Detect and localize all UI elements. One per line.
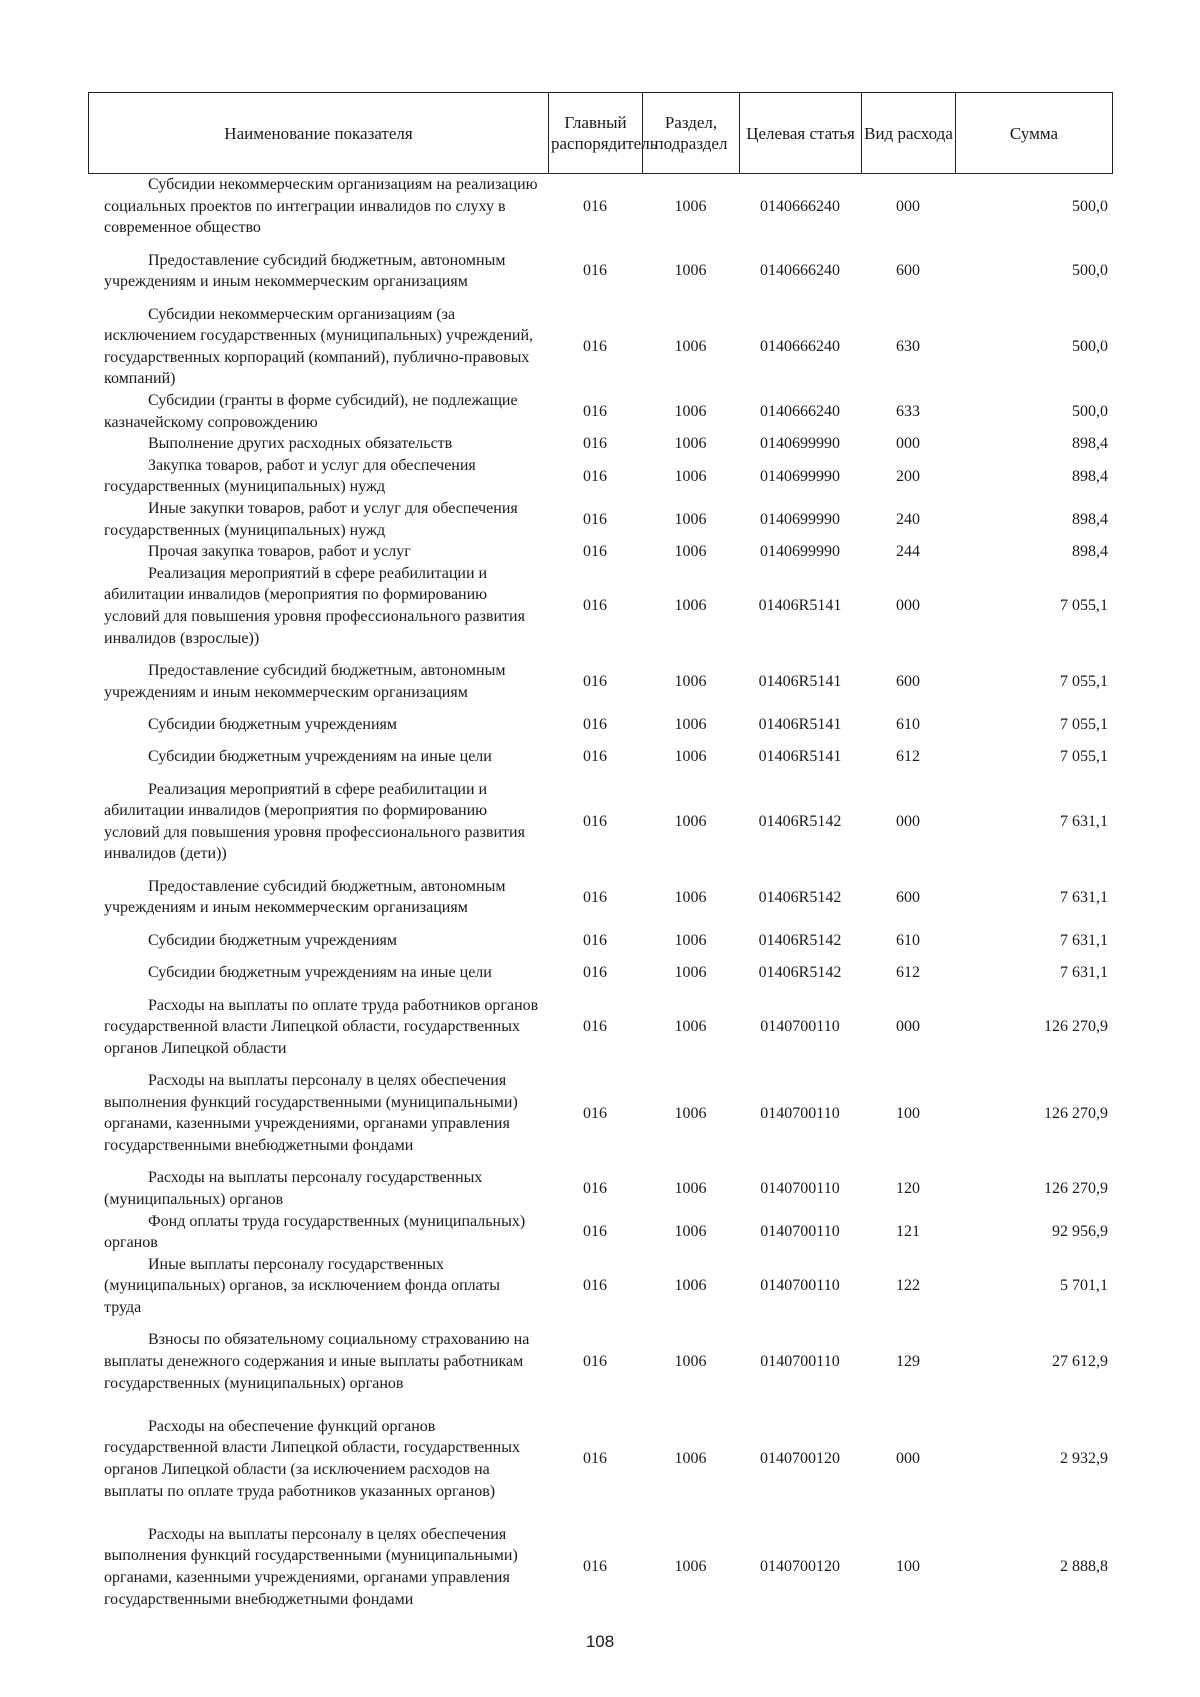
table-row xyxy=(88,174,1112,239)
table-row xyxy=(88,390,1112,433)
row-section: 1006 xyxy=(674,337,707,355)
table-row xyxy=(88,1211,1112,1254)
row-sum: 2 932,9 xyxy=(1060,1450,1108,1468)
row-target-article: 01406R5141 xyxy=(758,672,842,690)
row-target-article: 0140666240 xyxy=(760,262,840,280)
row-name: Субсидии (гранты в форме субсидий), не подлежащие казначейскому сопровождению xyxy=(104,391,518,431)
row-main-manager: 016 xyxy=(583,715,607,733)
row-target-article: 0140666240 xyxy=(760,197,840,215)
row-name: Расходы на выплаты по оплате труда работников органов государственной власти Липецкой области, государственных органов Липецкой области xyxy=(104,996,539,1057)
row-name: Прочая закупка товаров, работ и услуг xyxy=(148,543,411,561)
row-section: 1006 xyxy=(674,748,707,766)
row-sum: 92 956,9 xyxy=(1052,1223,1108,1241)
table-row xyxy=(88,498,1112,541)
row-expense-type: 200 xyxy=(896,467,920,485)
row-main-manager: 016 xyxy=(583,543,607,561)
row-name: Реализация мероприятий в сфере реабилитации и абилитации инвалидов (мероприятия по формированию условий для повышения уровня профессионального развития инвалидов (дети)) xyxy=(104,780,525,863)
row-name: Субсидии бюджетным учреждениям xyxy=(148,715,397,733)
table-row xyxy=(88,951,1112,994)
row-section: 1006 xyxy=(674,1180,707,1198)
row-target-article: 0140700110 xyxy=(760,1180,840,1198)
row-target-article: 01406R5142 xyxy=(758,888,842,906)
row-section: 1006 xyxy=(674,262,707,280)
row-sum: 27 612,9 xyxy=(1052,1353,1108,1371)
row-expense-type: 000 xyxy=(896,435,920,453)
row-expense-type: 000 xyxy=(896,197,920,215)
row-section: 1006 xyxy=(674,1018,707,1036)
row-target-article: 01406R5142 xyxy=(758,931,842,949)
row-target-article: 0140700110 xyxy=(760,1104,840,1122)
row-expense-type: 610 xyxy=(896,715,920,733)
row-main-manager: 016 xyxy=(583,888,607,906)
row-sum: 7 631,1 xyxy=(1060,888,1108,906)
row-section: 1006 xyxy=(674,197,707,215)
row-name: Иные закупки товаров, работ и услуг для обеспечения государственных (муниципальных) нужд xyxy=(104,499,518,539)
row-sum: 7 055,1 xyxy=(1060,672,1108,690)
row-expense-type: 633 xyxy=(896,402,920,420)
table-row xyxy=(88,239,1112,304)
row-name: Субсидии бюджетным учреждениям xyxy=(148,931,397,949)
row-name: Субсидии некоммерческим организациям (за исключением государственных (муниципальных) учреждений, государственных корпораций (компаний), публично-правовых компаний) xyxy=(104,305,534,388)
row-target-article: 0140699990 xyxy=(760,435,840,453)
row-target-article: 01406R5142 xyxy=(758,964,842,982)
row-sum: 500,0 xyxy=(1072,197,1108,215)
row-section: 1006 xyxy=(674,1353,707,1371)
row-main-manager: 016 xyxy=(583,467,607,485)
row-name: Субсидии некоммерческим организациям на реализацию социальных проектов по интеграции инвалидов по слуху в современное общество xyxy=(104,176,538,237)
row-main-manager: 016 xyxy=(583,1450,607,1468)
row-sum: 500,0 xyxy=(1072,402,1108,420)
table-row xyxy=(88,930,1112,952)
row-main-manager: 016 xyxy=(583,964,607,982)
row-sum: 7 055,1 xyxy=(1060,715,1108,733)
row-main-manager: 016 xyxy=(583,1018,607,1036)
table-row xyxy=(88,1167,1112,1210)
row-name: Предоставление субсидий бюджетным, автономным учреждениям и иным некоммерческим организациям xyxy=(104,251,506,291)
table-row xyxy=(88,563,1112,649)
row-name: Предоставление субсидий бюджетным, автономным учреждениям и иным некоммерческим организациям xyxy=(104,877,506,917)
row-name: Расходы на выплаты персоналу в целях обеспечения выполнения функций государственными (муниципальными) органами, казенными учреждениями, органами управления государственными внебюджетными фондами xyxy=(104,1525,518,1608)
row-expense-type: 240 xyxy=(896,510,920,528)
header-main-manager: Главный распорядитель xyxy=(549,93,643,174)
header-expense-type: Вид расхода xyxy=(862,93,956,174)
row-sum: 898,4 xyxy=(1072,510,1108,528)
row-target-article: 0140666240 xyxy=(760,402,840,420)
row-expense-type: 612 xyxy=(896,748,920,766)
page-number: 108 xyxy=(585,1632,615,1651)
row-expense-type: 600 xyxy=(896,262,920,280)
row-target-article: 01406R5142 xyxy=(758,813,842,831)
row-sum: 2 888,8 xyxy=(1060,1558,1108,1576)
row-name: Реализация мероприятий в сфере реабилитации и абилитации инвалидов (мероприятия по формированию условий для повышения уровня профессионального развития инвалидов (взрослые)) xyxy=(104,564,525,647)
row-target-article: 0140700110 xyxy=(760,1353,840,1371)
row-expense-type: 000 xyxy=(896,597,920,615)
table-row xyxy=(88,1059,1112,1167)
table-row xyxy=(88,433,1112,455)
row-section: 1006 xyxy=(674,543,707,561)
row-sum: 7 055,1 xyxy=(1060,597,1108,615)
table-row xyxy=(88,995,1112,1060)
row-main-manager: 016 xyxy=(583,510,607,528)
row-section: 1006 xyxy=(674,467,707,485)
row-expense-type: 100 xyxy=(896,1558,920,1576)
row-expense-type: 000 xyxy=(896,1450,920,1468)
row-sum: 126 270,9 xyxy=(1044,1104,1108,1122)
row-section: 1006 xyxy=(674,672,707,690)
row-expense-type: 100 xyxy=(896,1104,920,1122)
row-target-article: 01406R5141 xyxy=(758,597,842,615)
row-section: 1006 xyxy=(674,888,707,906)
table-row xyxy=(88,865,1112,930)
row-expense-type: 600 xyxy=(896,672,920,690)
table-row xyxy=(88,541,1112,563)
table-row xyxy=(88,1405,1112,1513)
table-row xyxy=(88,455,1112,498)
row-target-article: 0140700120 xyxy=(760,1558,840,1576)
row-target-article: 0140699990 xyxy=(760,543,840,561)
row-main-manager: 016 xyxy=(583,931,607,949)
row-section: 1006 xyxy=(674,1104,707,1122)
row-main-manager: 016 xyxy=(583,1277,607,1295)
table-row xyxy=(88,1513,1112,1621)
row-main-manager: 016 xyxy=(583,1180,607,1198)
row-sum: 898,4 xyxy=(1072,435,1108,453)
table-row xyxy=(88,1254,1112,1319)
row-section: 1006 xyxy=(674,1277,707,1295)
row-section: 1006 xyxy=(674,402,707,420)
table-row xyxy=(88,779,1112,865)
row-main-manager: 016 xyxy=(583,1223,607,1241)
row-target-article: 0140700120 xyxy=(760,1450,840,1468)
row-target-article: 0140699990 xyxy=(760,467,840,485)
row-name: Расходы на выплаты персоналу в целях обеспечения выполнения функций государственными (муниципальными) органами, казенными учреждениями, органами управления государственными внебюджетными фондами xyxy=(104,1072,518,1155)
row-sum: 126 270,9 xyxy=(1044,1018,1108,1036)
row-expense-type: 120 xyxy=(896,1180,920,1198)
row-main-manager: 016 xyxy=(583,1104,607,1122)
row-name: Иные выплаты персоналу государственных (муниципальных) органов, за исключением фонда оплаты труда xyxy=(104,1255,501,1317)
row-main-manager: 016 xyxy=(583,435,607,453)
row-sum: 898,4 xyxy=(1072,543,1108,561)
row-sum: 7 631,1 xyxy=(1060,931,1108,949)
table-row xyxy=(88,736,1112,779)
row-sum: 7 631,1 xyxy=(1060,964,1108,982)
row-sum: 7 631,1 xyxy=(1060,813,1108,831)
table-header xyxy=(88,92,1113,174)
row-expense-type: 122 xyxy=(896,1277,920,1295)
row-expense-type: 000 xyxy=(896,813,920,831)
row-name: Предоставление субсидий бюджетным, автономным учреждениям и иным некоммерческим организациям xyxy=(104,661,506,701)
row-sum: 500,0 xyxy=(1072,262,1108,280)
row-expense-type: 000 xyxy=(896,1018,920,1036)
row-section: 1006 xyxy=(674,435,707,453)
row-name: Закупка товаров, работ и услуг для обеспечения государственных (муниципальных) нужд xyxy=(104,456,476,496)
row-expense-type: 129 xyxy=(896,1353,920,1371)
row-expense-type: 600 xyxy=(896,888,920,906)
row-section: 1006 xyxy=(674,715,707,733)
row-target-article: 0140700110 xyxy=(760,1277,840,1295)
row-sum: 126 270,9 xyxy=(1044,1180,1108,1198)
row-sum: 500,0 xyxy=(1072,337,1108,355)
header-target-article: Целевая статья xyxy=(740,93,862,174)
row-main-manager: 016 xyxy=(583,672,607,690)
row-main-manager: 016 xyxy=(583,197,607,215)
table-row xyxy=(88,714,1112,736)
table-body xyxy=(88,174,1112,1621)
row-target-article: 01406R5141 xyxy=(758,715,842,733)
row-main-manager: 016 xyxy=(583,748,607,766)
row-target-article: 0140700110 xyxy=(760,1223,840,1241)
row-expense-type: 610 xyxy=(896,931,920,949)
row-section: 1006 xyxy=(674,1450,707,1468)
row-section: 1006 xyxy=(674,964,707,982)
row-expense-type: 244 xyxy=(896,543,920,561)
row-sum: 5 701,1 xyxy=(1060,1277,1108,1295)
row-target-article: 0140666240 xyxy=(760,337,840,355)
row-main-manager: 016 xyxy=(583,337,607,355)
row-section: 1006 xyxy=(674,813,707,831)
row-main-manager: 016 xyxy=(583,1558,607,1576)
row-main-manager: 016 xyxy=(583,262,607,280)
row-main-manager: 016 xyxy=(583,597,607,615)
row-target-article: 0140700110 xyxy=(760,1018,840,1036)
row-section: 1006 xyxy=(674,597,707,615)
row-section: 1006 xyxy=(674,1223,707,1241)
row-name: Расходы на выплаты персоналу государственных (муниципальных) органов xyxy=(104,1169,483,1209)
row-section: 1006 xyxy=(674,510,707,528)
row-main-manager: 016 xyxy=(583,1353,607,1371)
row-target-article: 0140699990 xyxy=(760,510,840,528)
table-row xyxy=(88,649,1112,714)
header-sum: Сумма xyxy=(956,93,1113,174)
row-sum: 7 055,1 xyxy=(1060,748,1108,766)
row-name: Субсидии бюджетным учреждениям на иные цели xyxy=(148,748,492,766)
row-name: Выполнение других расходных обязательств xyxy=(148,435,453,453)
header-name: Наименование показателя xyxy=(89,93,549,174)
row-target-article: 01406R5141 xyxy=(758,748,842,766)
row-name: Расходы на обеспечение функций органов государственной власти Липецкой области, государственных органов Липецкой области (за исключением расходов на выплаты по оплате труда работников указанных органов) xyxy=(104,1417,520,1500)
row-section: 1006 xyxy=(674,931,707,949)
row-expense-type: 121 xyxy=(896,1223,920,1241)
row-expense-type: 630 xyxy=(896,337,920,355)
row-main-manager: 016 xyxy=(583,402,607,420)
row-name: Взносы по обязательному социальному страхованию на выплаты денежного содержания и иные выплаты работникам государственных (муниципальных) органов xyxy=(104,1331,530,1392)
table-row xyxy=(88,1319,1112,1405)
row-sum: 898,4 xyxy=(1072,467,1108,485)
table-row xyxy=(88,304,1112,390)
header-section: Раздел, подраздел xyxy=(643,93,740,174)
row-expense-type: 612 xyxy=(896,964,920,982)
row-main-manager: 016 xyxy=(583,813,607,831)
row-name: Субсидии бюджетным учреждениям на иные цели xyxy=(148,964,492,982)
row-name: Фонд оплаты труда государственных (муниципальных) органов xyxy=(104,1212,526,1252)
row-section: 1006 xyxy=(674,1558,707,1576)
